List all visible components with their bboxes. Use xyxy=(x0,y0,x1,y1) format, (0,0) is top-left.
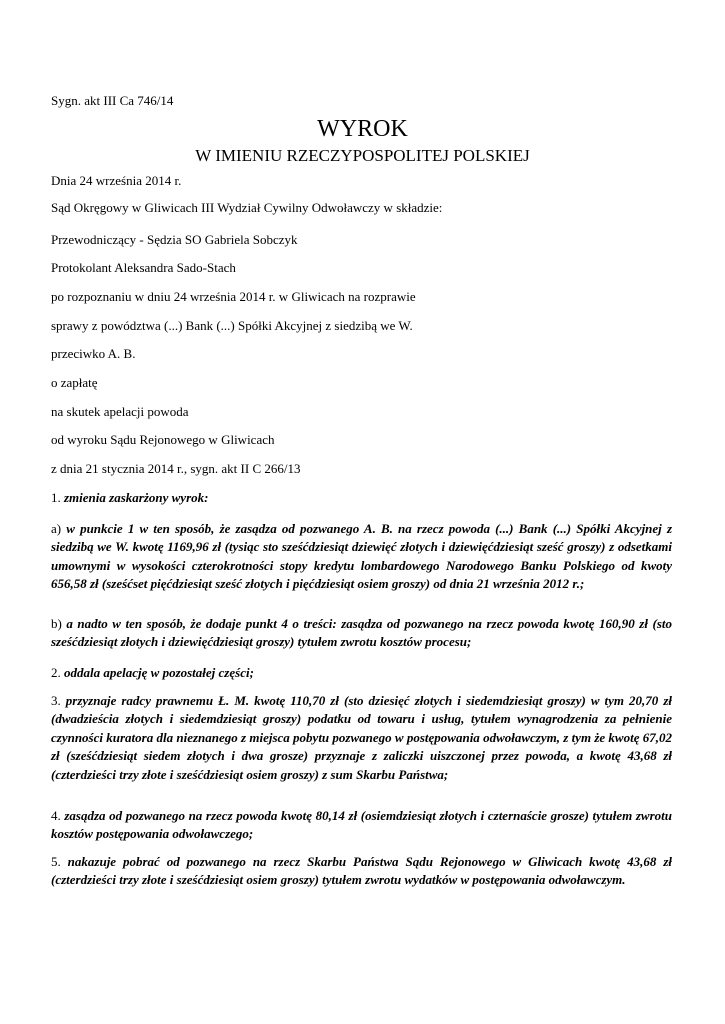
date-line: Dnia 24 września 2014 r. xyxy=(51,173,182,188)
document-subtitle: W IMIENIU RZECZYPOSPOLITEJ POLSKIEJ xyxy=(195,146,530,165)
against-line: przeciwko A. B. xyxy=(51,346,136,361)
point-number: 1. xyxy=(51,490,61,505)
verdict-point-5 xyxy=(51,853,672,890)
point-number: 2. xyxy=(51,665,61,680)
verdict-point-4 xyxy=(51,807,672,844)
verdict-point-2 xyxy=(51,664,672,682)
chair-line: Przewodniczący - Sędzia SO Gabriela Sobczyk xyxy=(51,232,298,247)
verdict-point-1 xyxy=(51,489,672,507)
verdict-point-1a xyxy=(51,520,672,594)
point-text: przyznaje radcy prawnemu Ł. M. kwotę 110,70 zł (sto dziesięć złotych i siedemdziesiąt groszy) w tym 20,70 zł (dwadzieścia złotych i siedemdziesiąt groszy) podatku od towaru i usług, tytułem wynagrodzenia za pełnienie czynności kuratora dla nieznanego z miejsca pobytu pozwanego w postępowania odwoławczym, z tym że kwotę 67,02 zł (sześćdziesiąt siedem złotych i dwa grosze) przyznaje z zaliczki uiszczonej przez powoda, a kwotę 43,68 zł (czterdzieści trzy złote i sześćdziesiąt osiem groszy) z sum Skarbu Państwa; xyxy=(51,693,672,782)
document-title: WYROK xyxy=(317,116,408,142)
point-text: a nadto w ten sposób, że dodaje punkt 4 o treści: zasądza od pozwanego na rzecz powoda kwotę 160,90 zł (sto sześćdziesiąt złotych i dziewięćdziesiąt groszy) tytułem zwrotu kosztów procesu; xyxy=(51,616,672,650)
verdict-point-3 xyxy=(51,692,672,784)
point-number: a) xyxy=(51,521,62,536)
point-number: 5. xyxy=(51,854,61,869)
from-court-line: od wyroku Sądu Rejonowego w Gliwicach xyxy=(51,432,275,447)
point-number: 4. xyxy=(51,808,61,823)
point-text: nakazuje pobrać od pozwanego na rzecz Skarbu Państwa Sądu Rejonowego w Gliwicach kwotę 43,68 zł (czterdzieści trzy złote i sześćdziesiąt osiem groszy) tytułem zwrotu wydatków w postępowania odwoławczym. xyxy=(51,854,672,888)
appeal-line: na skutek apelacji powoda xyxy=(51,404,189,419)
case-line: sprawy z powództwa (...) Bank (...) Spółki Akcyjnej z siedzibą we W. xyxy=(51,318,413,333)
point-text: zmienia zaskarżony wyrok: xyxy=(64,490,209,505)
court-line: Sąd Okręgowy w Gliwicach III Wydział Cywilny Odwoławczy w składzie: xyxy=(51,200,443,215)
hearing-line: po rozpoznaniu w dniu 24 września 2014 r. w Gliwicach na rozprawie xyxy=(51,289,416,304)
point-text: zasądza od pozwanego na rzecz powoda kwotę 80,14 zł (osiemdziesiąt złotych i czternaście grosze) tytułem zwrotu kosztów postępowania odwoławczego; xyxy=(51,808,673,842)
point-number: b) xyxy=(51,616,62,631)
point-text: w punkcie 1 w ten sposób, że zasądza od pozwanego A. B. na rzecz powoda (...) Bank (...) Spółki Akcyjnej z siedzibą we W. kwotę 1169,96 zł (tysiąc sto sześćdziesiąt dziewięć złotych i dziewięćdziesiąt sześć groszy) z odsetkami umownymi w wysokości czterokrotności stopy kredytu lombardowego Narodowego Banku Polskiego od kwoty 656,58 zł (sześćset pięćdziesiąt sześć złotych i pięćdziesiąt osiem groszy) od dnia 21 września 2012 r.; xyxy=(51,521,672,592)
verdict-point-1b xyxy=(51,615,672,652)
subject-line: o zapłatę xyxy=(51,375,98,390)
point-number: 3. xyxy=(51,693,61,708)
clerk-line: Protokolant Aleksandra Sado-Stach xyxy=(51,260,236,275)
case-signature: Sygn. akt III Ca 746/14 xyxy=(51,93,174,108)
date-reference-line: z dnia 21 stycznia 2014 r., sygn. akt II C 266/13 xyxy=(51,461,301,476)
point-text: oddala apelację w pozostałej części; xyxy=(64,665,254,680)
